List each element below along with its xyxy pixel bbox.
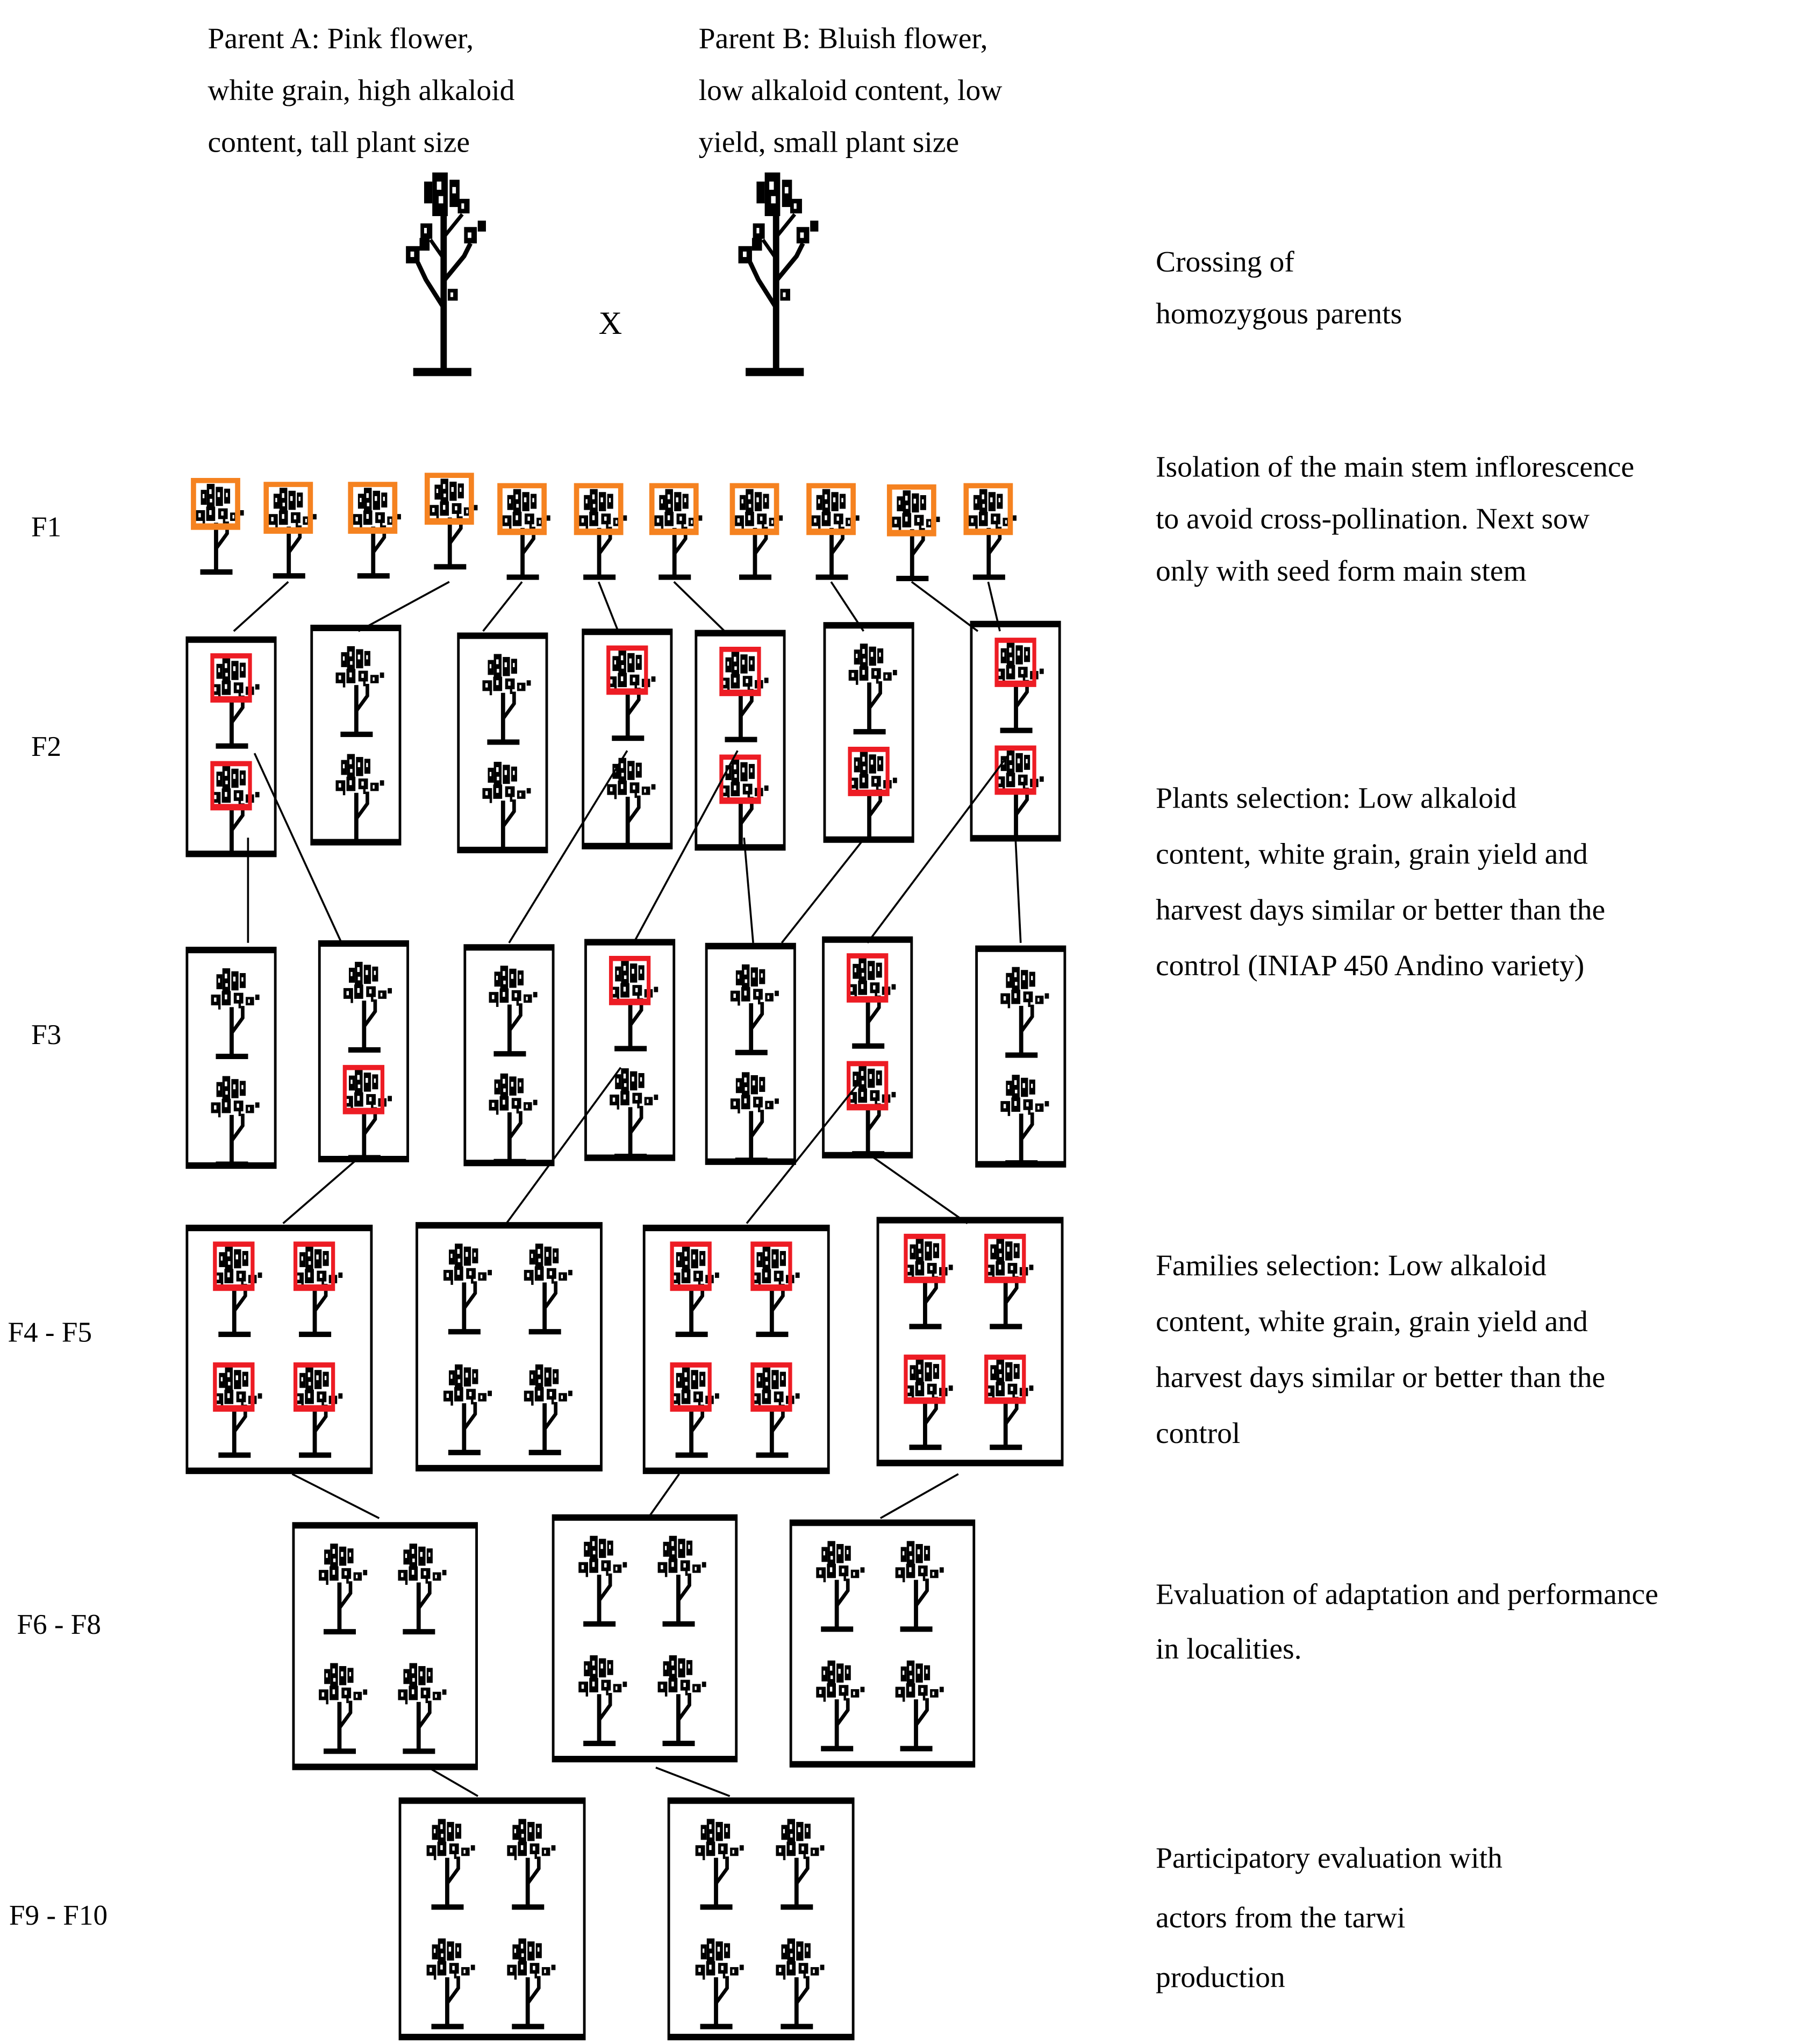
plant-icon (391, 1541, 450, 1638)
selection-box (994, 746, 1036, 795)
plant-icon (769, 1817, 828, 1913)
plant-icon (603, 1066, 662, 1162)
generation-label-f2: F2 (31, 730, 62, 763)
connector-line (674, 582, 725, 631)
plant-icon (419, 1817, 479, 1913)
plant-icon (204, 1074, 263, 1170)
generation-label-f4-f5: F4 - F5 (8, 1316, 92, 1348)
plant-icon (204, 966, 263, 1062)
plot-box-F2 (695, 630, 785, 851)
plant-icon (391, 1661, 450, 1757)
parent-b-plant-icon (722, 169, 831, 378)
note-families-selection (1156, 1238, 1605, 1461)
plant-icon (436, 1362, 496, 1459)
selection-box (984, 1355, 1026, 1404)
selection-box (719, 647, 761, 696)
selection-box (750, 1362, 792, 1412)
note-crossing (1156, 237, 1402, 340)
plot-box-F3 (318, 940, 409, 1162)
plot-box-F4-F5 (416, 1222, 603, 1471)
selection-box (294, 1241, 335, 1291)
plant-icon (688, 1936, 748, 2033)
parent-b-line: Parent B: Bluish flower, (698, 22, 988, 55)
plant-icon (475, 652, 535, 748)
connector-line (283, 1156, 361, 1224)
plot-box-F2 (185, 637, 276, 857)
plot-box-F4-F5 (877, 1217, 1064, 1467)
parent-b-description (699, 13, 1003, 169)
plant-icon (517, 1362, 576, 1459)
generation-label-f6-f8: F6 - F8 (17, 1607, 101, 1641)
connector-line (912, 582, 978, 631)
plant-icon (809, 1659, 869, 1755)
plant-icon (724, 962, 783, 1059)
plant-icon (475, 760, 535, 856)
plant-icon (482, 963, 541, 1060)
plant-icon (517, 1241, 576, 1338)
note-line: only with seed form main stem (1155, 554, 1527, 587)
plant-icon (436, 1241, 496, 1338)
plant-icon (328, 644, 388, 740)
selection-box (750, 1241, 792, 1291)
parent-a-description (208, 13, 515, 169)
generation-label-f1: F1 (31, 510, 62, 543)
f1-isolation-box (425, 473, 474, 525)
selection-box (994, 638, 1036, 687)
selection-box (719, 755, 761, 804)
plot-box-F6-F8 (790, 1519, 975, 1767)
note-line: production (1155, 1961, 1285, 1994)
cross-symbol: X (598, 306, 622, 342)
connector-line (868, 1153, 968, 1223)
plot-box-F3 (975, 946, 1066, 1168)
parent-b-line: yield, small plant size (698, 126, 960, 159)
plot-box-F3 (822, 937, 913, 1159)
note-participatory (1156, 1828, 1502, 2007)
note-line: in localities. (1155, 1632, 1302, 1665)
plot-box-F4-F5 (643, 1225, 830, 1474)
plant-icon (419, 1936, 479, 2033)
connector-line (428, 1768, 478, 1796)
plant-icon (500, 1817, 560, 1913)
plant-icon (337, 960, 396, 1056)
note-line: Families selection: Low alkaloid (1155, 1249, 1547, 1282)
selection-box (984, 1234, 1026, 1283)
note-line: homozygous parents (1155, 297, 1402, 330)
plant-icon (841, 641, 901, 738)
connector-line (656, 1768, 730, 1796)
note-line: control (1155, 1417, 1241, 1449)
plant-icon (888, 1659, 948, 1755)
plant-icon (769, 1936, 828, 2033)
note-line: Evaluation of adaptation and performance (1155, 1578, 1658, 1611)
plant-icon (571, 1653, 631, 1749)
note-line: Crossing of (1155, 245, 1294, 278)
f1-isolation-box (887, 484, 936, 537)
connector-line (782, 838, 865, 943)
note-line: actors from the tarwi (1155, 1901, 1406, 1934)
parent-a-plant-icon (390, 169, 499, 378)
plot-box-F2 (970, 621, 1061, 842)
plot-box-F6-F8 (552, 1514, 738, 1762)
note-line: Isolation of the main stem inflorescence (1155, 451, 1635, 483)
plot-box-F3 (185, 947, 276, 1169)
f1-isolation-box (963, 483, 1013, 535)
selection-box (847, 1061, 888, 1111)
plant-icon (571, 1534, 631, 1630)
plant-icon (312, 1541, 371, 1638)
f1-isolation-box (497, 483, 547, 535)
connector-line (359, 582, 449, 631)
f1-isolation-box (348, 482, 397, 534)
note-line: control (INIAP 450 Andino variety) (1155, 949, 1585, 982)
parent-a-line: white grain, high alkaloid (207, 74, 515, 107)
note-line: content, white grain, grain yield and (1155, 1305, 1588, 1338)
generation-label-f3: F3 (31, 1018, 62, 1051)
plot-box-F2 (824, 622, 914, 843)
plant-icon (809, 1539, 869, 1635)
selection-box (606, 646, 648, 695)
selection-box (294, 1362, 335, 1412)
connector-line (744, 838, 753, 943)
selection-box (210, 653, 252, 703)
selection-box (670, 1362, 712, 1412)
plant-icon (650, 1653, 710, 1749)
selection-box (904, 1355, 945, 1404)
note-plants-selection (1156, 770, 1605, 994)
plant-icon (724, 1070, 783, 1167)
f1-isolation-box (191, 478, 240, 530)
note-isolation (1156, 441, 1634, 597)
plant-icon (500, 1936, 560, 2033)
note-line: harvest days similar or better than the (1155, 894, 1606, 926)
note-line: Plants selection: Low alkaloid (1155, 782, 1517, 814)
plant-icon (993, 965, 1053, 1061)
plot-box-F3 (584, 939, 675, 1161)
parent-a-line: content, tall plant size (207, 126, 470, 159)
plant-icon (888, 1539, 948, 1635)
plant-icon (328, 752, 388, 848)
plot-box-F2 (457, 632, 548, 853)
f1-isolation-box (649, 483, 699, 535)
plant-icon (993, 1073, 1053, 1169)
f1-isolation-box (730, 483, 779, 535)
plot-box-F9-F10 (399, 1797, 586, 2040)
plot-box-F2 (310, 625, 401, 846)
plot-box-F4-F5 (185, 1225, 373, 1474)
f1-isolation-box (263, 482, 313, 534)
selection-box (670, 1241, 712, 1291)
connector-line (881, 1474, 958, 1518)
parent-a-line: Parent A: Pink flower, (207, 22, 474, 55)
selection-box (213, 1241, 254, 1291)
selection-box (210, 761, 252, 811)
note-line: to avoid cross-pollination. Next sow (1155, 502, 1590, 535)
connector-line (234, 582, 288, 631)
connector-line (292, 1474, 380, 1518)
selection-box (609, 956, 650, 1005)
plant-icon (688, 1817, 748, 1913)
f1-isolation-box (806, 483, 856, 535)
plant-icon (482, 1071, 541, 1168)
plot-box-F6-F8 (292, 1522, 478, 1770)
selection-box (847, 953, 888, 1003)
plant-icon (600, 756, 660, 852)
selection-box (904, 1234, 945, 1283)
selection-box (343, 1065, 384, 1114)
connector-line (599, 582, 618, 631)
connector-line (483, 582, 522, 631)
plant-icon (650, 1534, 710, 1630)
plant-icon (312, 1661, 371, 1757)
note-line: harvest days similar or better than the (1155, 1361, 1606, 1394)
generation-label-f9-f10: F9 - F10 (9, 1898, 108, 1932)
selection-box (848, 747, 889, 796)
plot-box-F3 (705, 943, 796, 1165)
connector-line (648, 1474, 679, 1518)
connector-line (1015, 838, 1021, 943)
note-line: Participatory evaluation with (1155, 1841, 1502, 1874)
plot-box-F9-F10 (668, 1797, 855, 2040)
note-line: content, white grain, grain yield and (1155, 838, 1588, 870)
note-evaluation (1156, 1568, 1658, 1677)
parent-b-line: low alkaloid content, low (698, 74, 1003, 107)
plot-box-F3 (463, 944, 554, 1166)
f1-isolation-box (574, 483, 624, 535)
plot-box-F2 (582, 628, 672, 849)
selection-box (213, 1362, 254, 1412)
